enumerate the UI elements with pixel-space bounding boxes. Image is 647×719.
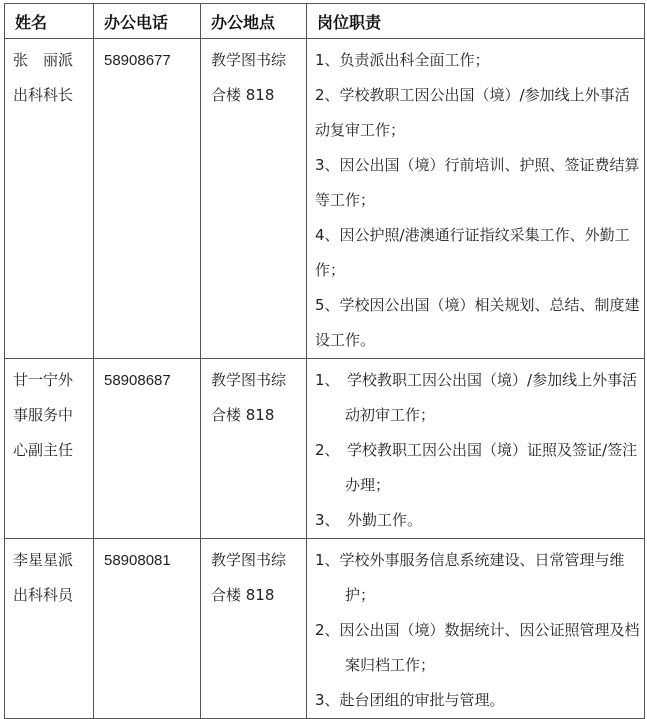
office-location: 教学图书综合楼 818 [201, 539, 307, 719]
table-row [5, 539, 645, 719]
duty-item: 5、学校因公出国（境）相关规划、总结、制度建设工作。 [315, 296, 640, 349]
header-location: 办公地点 [201, 4, 307, 39]
duty-item: 1、学校外事服务信息系统建设、日常管理与维护； [315, 551, 625, 604]
duty-item: 3、因公出国（境）行前培训、护照、签证费结算等工作； [315, 156, 640, 209]
header-name: 姓名 [5, 4, 94, 39]
office-phone: 58908687 [94, 359, 201, 539]
duty-item: 3、赴台团组的审批与管理。 [315, 691, 505, 709]
staff-name: 张 丽派出科科长 [5, 39, 94, 359]
table-header-row [5, 4, 645, 39]
office-phone: 58908081 [94, 539, 201, 719]
table-row [5, 39, 645, 359]
header-phone: 办公电话 [94, 4, 201, 39]
table-row [5, 359, 645, 539]
duty-item: 4、因公护照/港澳通行证指纹采集工作、外勤工作； [315, 226, 630, 279]
office-phone: 58908677 [94, 39, 201, 359]
duty-list [307, 39, 645, 359]
duty-list [307, 359, 645, 539]
office-location: 教学图书综合楼 818 [201, 39, 307, 359]
duty-item: 1、负责派出科全面工作； [315, 51, 490, 69]
office-location: 教学图书综合楼 818 [201, 359, 307, 539]
duty-item: 1、 学校教职工因公出国（境）/参加线上外事活动初审工作； [315, 371, 638, 424]
duty-item: 3、 外勤工作。 [315, 511, 423, 529]
header-duties: 岗位职责 [307, 4, 645, 39]
duty-item: 2、 学校教职工因公出国（境）证照及签证/签注办理； [315, 441, 638, 494]
duty-list [307, 539, 645, 719]
staff-name: 甘一宁外事服务中心副主任 [5, 359, 94, 539]
staff-name: 李星星派出科科员 [5, 539, 94, 719]
duty-item: 2、学校教职工因公出国（境）/参加线上外事活动复审工作； [315, 86, 630, 139]
staff-duties-table [4, 3, 645, 719]
duty-item: 2、因公出国（境）数据统计、因公证照管理及档案归档工作； [315, 621, 640, 674]
